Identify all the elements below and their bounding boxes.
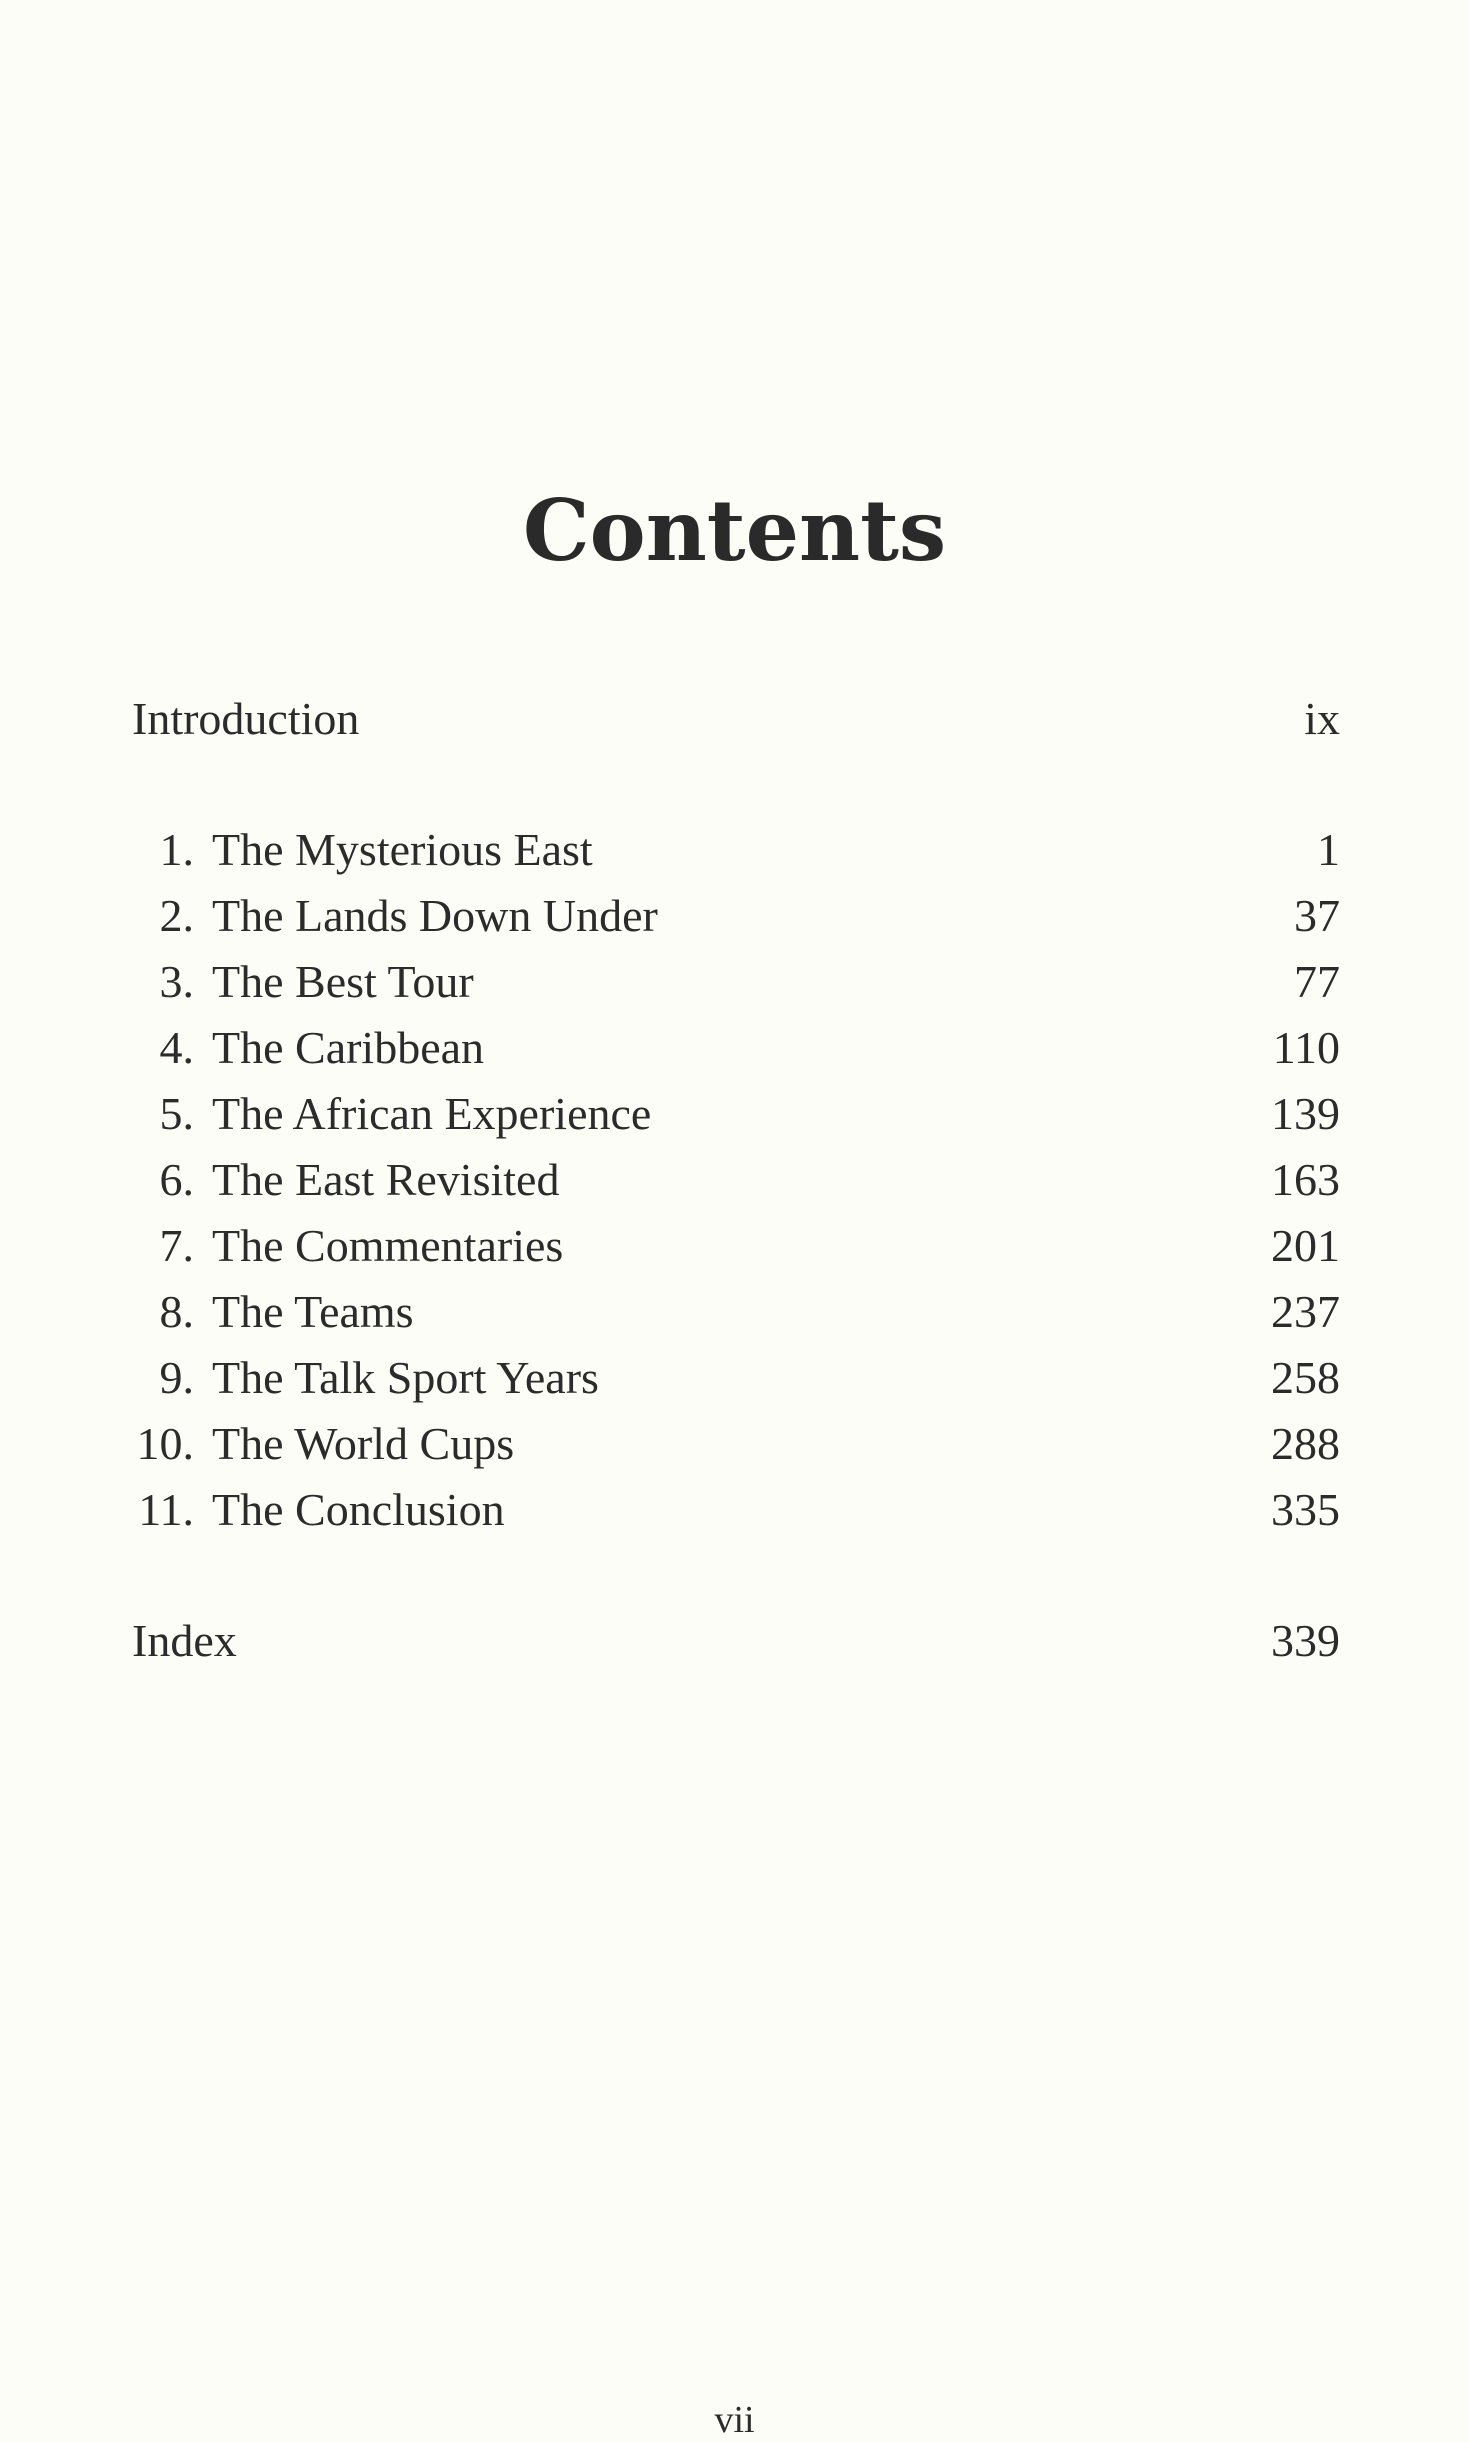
chapter-title: The Conclusion: [212, 1484, 505, 1535]
chapter-number: 6.: [159, 1154, 194, 1205]
chapter-title: The World Cups: [212, 1418, 515, 1469]
chapter-number: 3.: [159, 956, 194, 1007]
chapter-page: 110: [1272, 1022, 1340, 1073]
chapter-number: 4.: [159, 1022, 194, 1073]
chapter-number: 11.: [138, 1484, 194, 1535]
chapter-title: The Talk Sport Years: [212, 1352, 599, 1403]
chapter-title: The African Experience: [212, 1088, 652, 1139]
chapter-page: 288: [1271, 1418, 1340, 1469]
toc-entry-chapter: [132, 1477, 1340, 1543]
chapter-page: 258: [1271, 1352, 1340, 1403]
chapter-page: 335: [1271, 1484, 1340, 1535]
chapter-page: 237: [1271, 1286, 1340, 1337]
chapter-number: 1.: [159, 824, 194, 875]
page-number: vii: [714, 2399, 755, 2441]
toc-entry-chapter: [132, 1411, 1340, 1477]
chapter-page: 163: [1271, 1154, 1340, 1205]
chapter-page: 139: [1271, 1088, 1340, 1139]
toc-entry-chapter: [132, 949, 1340, 1015]
chapter-page: 1: [1317, 824, 1340, 875]
toc-entry-title: Introduction: [132, 693, 360, 744]
chapter-title: The Commentaries: [212, 1220, 564, 1271]
toc-entry-chapter: [132, 1345, 1340, 1411]
toc-entry-page: ix: [1304, 693, 1340, 744]
chapter-number: 7.: [159, 1220, 194, 1271]
chapter-number: 5.: [159, 1088, 194, 1139]
chapter-number: 9.: [159, 1352, 194, 1403]
toc-entry-page: 339: [1271, 1615, 1340, 1666]
toc-entry-index: [132, 1608, 1340, 1674]
toc-entry-chapter: [132, 1081, 1340, 1147]
chapter-number: 10.: [136, 1418, 194, 1469]
page-title: Contents: [522, 481, 947, 581]
chapter-number: 2.: [159, 890, 194, 941]
toc-entry-chapter: [132, 883, 1340, 949]
chapter-page: 77: [1294, 956, 1340, 1007]
chapter-number: 8.: [159, 1286, 194, 1337]
chapter-title: The Best Tour: [212, 956, 474, 1007]
toc-entry-introduction: [132, 686, 1340, 752]
toc-entry-chapter: [132, 1279, 1340, 1345]
toc-entry-chapter: [132, 1015, 1340, 1081]
chapter-page: 37: [1294, 890, 1340, 941]
toc-entry-chapter: [132, 1147, 1340, 1213]
chapter-title: The East Revisited: [212, 1154, 560, 1205]
chapter-title: The Caribbean: [212, 1022, 485, 1073]
chapter-title: The Teams: [212, 1286, 414, 1337]
chapter-title: The Mysterious East: [212, 824, 593, 875]
toc-entry-chapter: [132, 817, 1340, 883]
chapter-page: 201: [1271, 1220, 1340, 1271]
chapter-title: The Lands Down Under: [212, 890, 658, 941]
toc-entry-title: Index: [132, 1615, 237, 1666]
toc-entry-chapter: [132, 1213, 1340, 1279]
